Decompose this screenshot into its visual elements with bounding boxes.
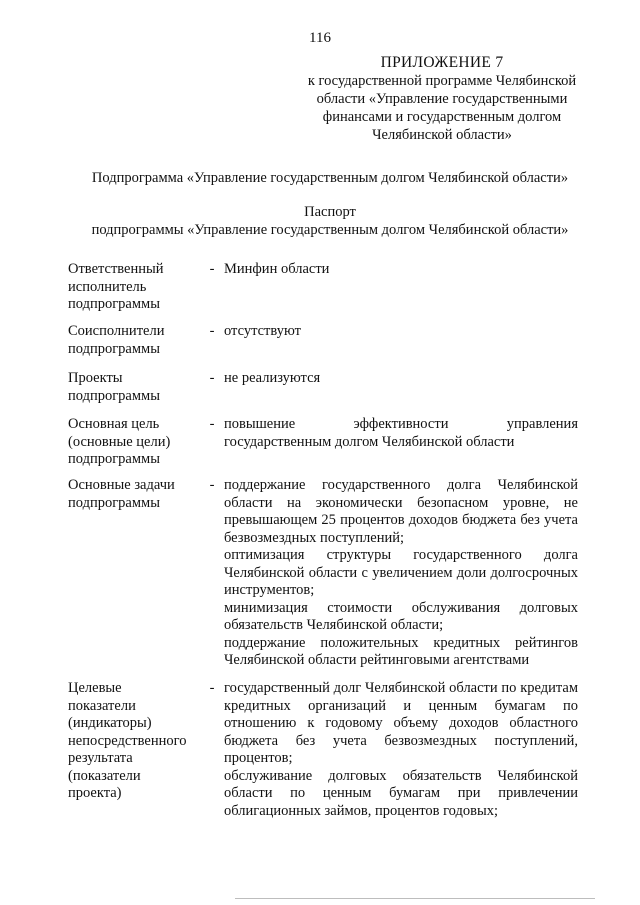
value-paragraph: минимизация стоимости обслуживания долговых обязательств Челябинской области; (224, 599, 578, 633)
row-value (224, 680, 578, 820)
row-label (68, 370, 208, 405)
value-paragraph: государственный долг Челябинской области по кредитам кредитных организаций и ценным бумагам по отношению к годовому объему доходов областного бюджета без учета безвозмездных поступлений, процентов; (224, 680, 578, 766)
label-line: подпрограммы (68, 296, 160, 312)
label-line: непосредственного (68, 732, 187, 749)
row-label (68, 680, 208, 803)
label-line: Основная цель (68, 416, 160, 432)
row-value (224, 261, 578, 279)
row-label (68, 261, 208, 314)
label-line: проекта) (68, 785, 122, 801)
value-paragraph: отсутствуют (224, 323, 301, 339)
row-value (224, 370, 578, 388)
label-line: подпрограммы (68, 494, 160, 511)
label-line: (основные цели) (68, 433, 171, 450)
label-line: (показатели (68, 767, 141, 784)
dash-separator: - (209, 370, 215, 386)
row-value (224, 323, 578, 341)
label-line: исполнитель (68, 278, 147, 295)
row-label (68, 477, 208, 512)
label-line: подпрограммы (68, 340, 160, 357)
dash-separator: - (209, 323, 215, 339)
label-line: подпрограммы (68, 451, 160, 467)
value-paragraph: обслуживание долговых обязательств Челябинской области по ценным бумагам при привлечении облигационных займов, процентов годовых; (224, 767, 578, 819)
dash-separator: - (209, 680, 215, 696)
value-paragraph: поддержание положительных кредитных рейтингов Челябинской области рейтинговыми агентствами (224, 634, 578, 668)
appendix-block (292, 54, 592, 144)
subprogram-title: Подпрограмма «Управление государственным долгом Челябинской области» (91, 170, 569, 186)
appendix-line: Челябинской области» (372, 127, 512, 143)
value-paragraph: оптимизация структуры государственного долга Челябинской области с увеличением доли долгосрочных инструментов; (224, 547, 578, 598)
row-label (68, 323, 208, 358)
row-value (224, 416, 578, 451)
value-paragraph: Минфин области (224, 261, 330, 277)
row-label (68, 416, 208, 469)
dash-separator: - (209, 416, 215, 432)
label-line: Проекты (68, 370, 123, 386)
appendix-line: финансами и государственным долгом (322, 109, 562, 125)
scan-edge-line (235, 898, 595, 899)
passport-heading: Паспорт (304, 204, 356, 220)
appendix-line: области «Управление государственными (316, 91, 568, 107)
label-line: Ответственный (68, 261, 164, 277)
row-value (224, 477, 578, 670)
value-paragraph: не реализуются (224, 370, 321, 386)
appendix-title: ПРИЛОЖЕНИЕ 7 (380, 54, 504, 71)
label-line: Соисполнители (68, 323, 165, 339)
label-line: показатели (68, 697, 136, 714)
dash-separator: - (209, 261, 215, 277)
label-line: Основные задачи (68, 477, 175, 493)
label-line: Целевые (68, 680, 122, 696)
passport-header (40, 203, 620, 239)
label-line: результата (68, 750, 133, 766)
label-line: (индикаторы) (68, 715, 152, 731)
value-paragraph: поддержание государственного долга Челябинской области на экономически безопасном уровне, не превышающем 25 процентов доходов бюджета без учета безвозмездных поступлений; (224, 477, 578, 546)
value-paragraph: повышение эффективности управления государственным долгом Челябинской области (224, 416, 578, 450)
label-line: подпрограммы (68, 387, 160, 404)
passport-subheading: подпрограммы «Управление государственным долгом Челябинской области» (91, 222, 569, 238)
page-number: 116 (309, 30, 331, 46)
dash-separator: - (209, 477, 215, 493)
appendix-line: к государственной программе Челябинской (307, 73, 577, 89)
